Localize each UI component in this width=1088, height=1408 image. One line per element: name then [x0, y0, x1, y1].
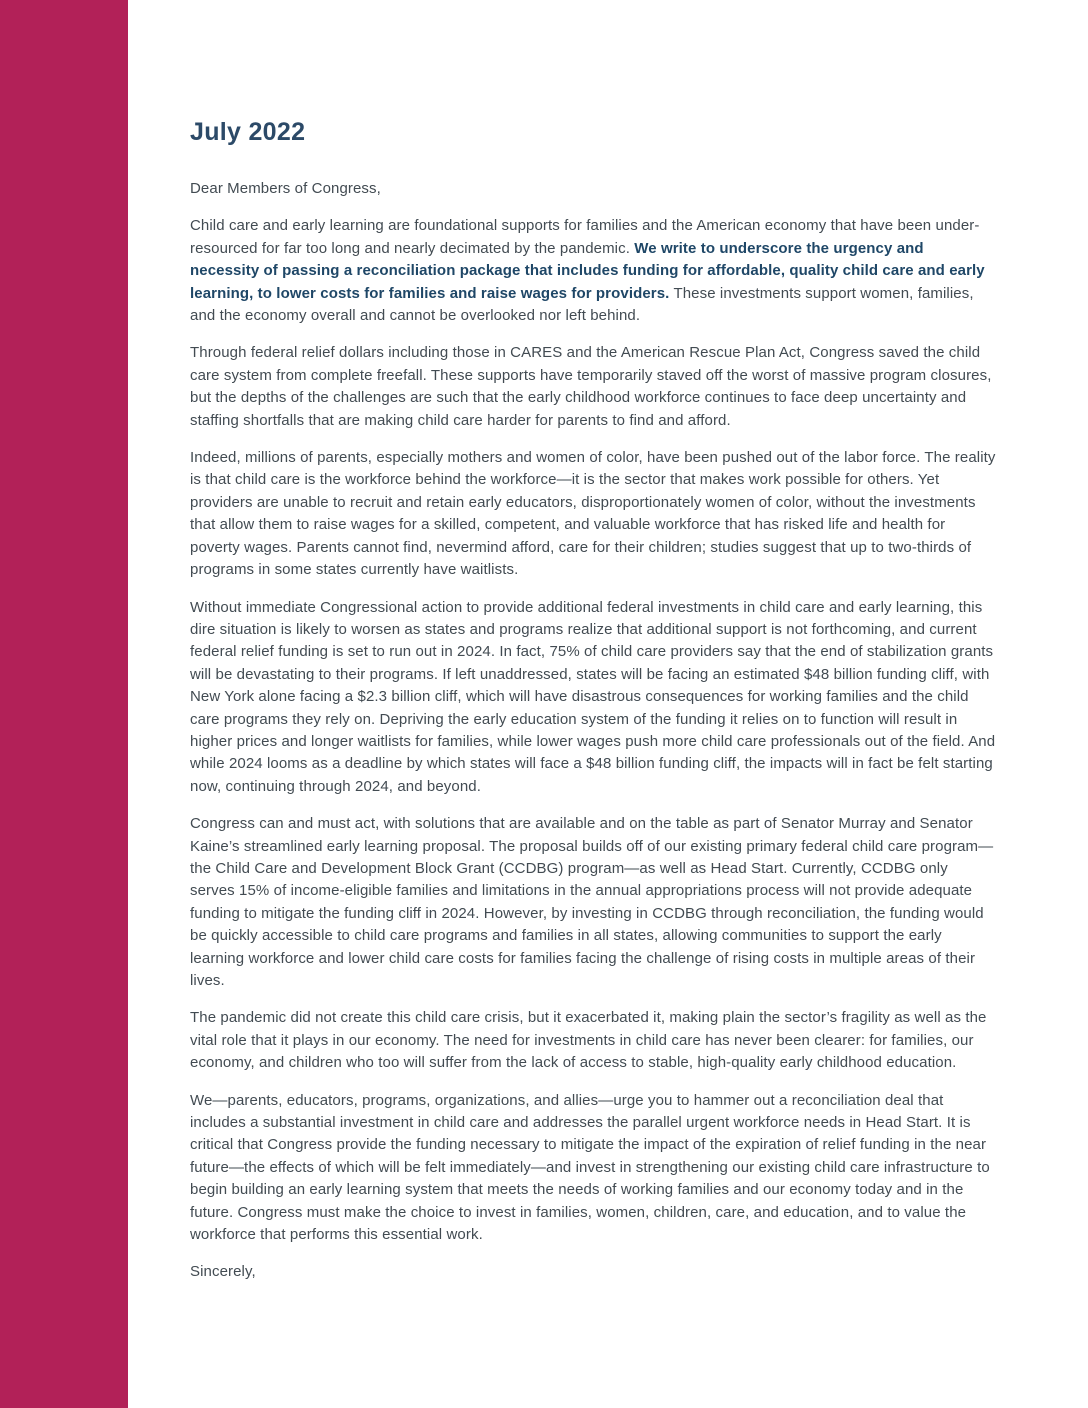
date-heading: July 2022: [190, 118, 306, 146]
paragraph-intro: [190, 215, 996, 327]
paragraph-workforce: Indeed, millions of parents, especially mothers and women of color, have been pushed out of the labor force. The reality is that child care is the workforce behind the workforce—it is the sector that makes work possible for others. Yet providers are unable to recruit and retain early educators, disproportionately women of color, without the investments that allow them to raise wages for a skilled, competent, and valuable workforce that has risked life and health for poverty wages. Parents cannot find, nevermind afford, care for their children; studies suggest that up to two-thirds of programs in some states currently have waitlists.: [190, 449, 996, 579]
salutation: Dear Members of Congress,: [190, 180, 381, 197]
paragraph-call-to-action: We—parents, educators, programs, organizations, and allies—urge you to hammer out a reconciliation deal that includes a substantial investment in child care and addresses the parallel urgent workforce needs in Head Start. It is critical that Congress provide the funding necessary to mitigate the impact of the expiration of relief funding in the near future—the effects of which will be felt immediately—and invest in strengthening our existing child care infrastructure to begin building an early learning system that meets the needs of working families and our economy today and in the future. Congress must make the choice to invest in families, women, children, care, and education, and to value the workforce that performs this essential work.: [190, 1091, 990, 1244]
paragraph-funding-cliff: Without immediate Congressional action to provide additional federal investments in child care and early learning, this dire situation is likely to worsen as states and programs realize that additional support is not forthcoming, and current federal relief funding is set to run out in 2024. In fact, 75% of child care providers say that the end of stabilization grants will be devastating to their programs. If left unaddressed, states will be facing an estimated $48 billion funding cliff, with New York alone facing a $2.3 billion cliff, which will have disastrous consequences for working families and the child care programs they rely on. Depriving the early education system of the funding it relies on to function will result in higher prices and longer waitlists for families, while lower wages push more child care professionals out of the field. And while 2024 looms as a deadline by which states will face a $48 billion funding cliff, the impacts will in fact be felt starting now, continuing through 2024, and beyond.: [190, 598, 996, 795]
closing: Sincerely,: [190, 1263, 256, 1281]
paragraph-federal-relief: Through federal relief dollars including those in CARES and the American Rescue Plan Act, Congress saved the child care system from complete freefall. These supports have temporarily staved off the worst of massive program closures, but the depths of the challenges are such that the early childhood workforce continues to face deep uncertainty and staffing shortfalls that are making child care harder for parents to find and afford.: [190, 344, 992, 429]
paragraph-ccdbg-proposal: Congress can and must act, with solutions that are available and on the table as part of Senator Murray and Senator Kaine’s streamlined early learning proposal. The proposal builds off of our existing primary federal child care program—the Child Care and Development Block Grant (CCDBG) program—as well as Head Start. Currently, CCDBG only serves 15% of income-eligible families and limitations in the annual appropriations process will not provide adequate funding to mitigate the funding cliff in 2024. However, by investing in CCDBG through reconciliation, the funding would be quickly accessible to child care programs and families in all states, allowing communities to support the early learning workforce and lower child care costs for families facing the challenge of rising costs in multiple areas of their lives.: [190, 815, 994, 989]
left-accent-band: [0, 0, 128, 1408]
paragraph-intro-emphasis: We write to underscore the urgency and necessity of passing a reconciliation package that includes funding for affordable, quality child care and early learning, to lower costs for families and raise wages for providers.: [190, 239, 985, 302]
paragraph-pandemic-crisis: The pandemic did not create this child care crisis, but it exacerbated it, making plain the sector’s fragility as well as the vital role that it plays in our economy. The need for investments in child care has never been clearer: for families, our economy, and children who too will suffer from the lack of access to stable, high-quality early childhood education.: [190, 1009, 987, 1072]
letter-body: [190, 118, 996, 1299]
paragraph-intro-before-emphasis: Child care and early learning are foundational supports for families and the American economy that have been under-resourced for far too long and nearly decimated by the pandemic.: [190, 217, 980, 257]
paragraph-intro-after-emphasis: These investments support women, families, and the economy overall and cannot be overlooked nor left behind.: [190, 284, 974, 325]
